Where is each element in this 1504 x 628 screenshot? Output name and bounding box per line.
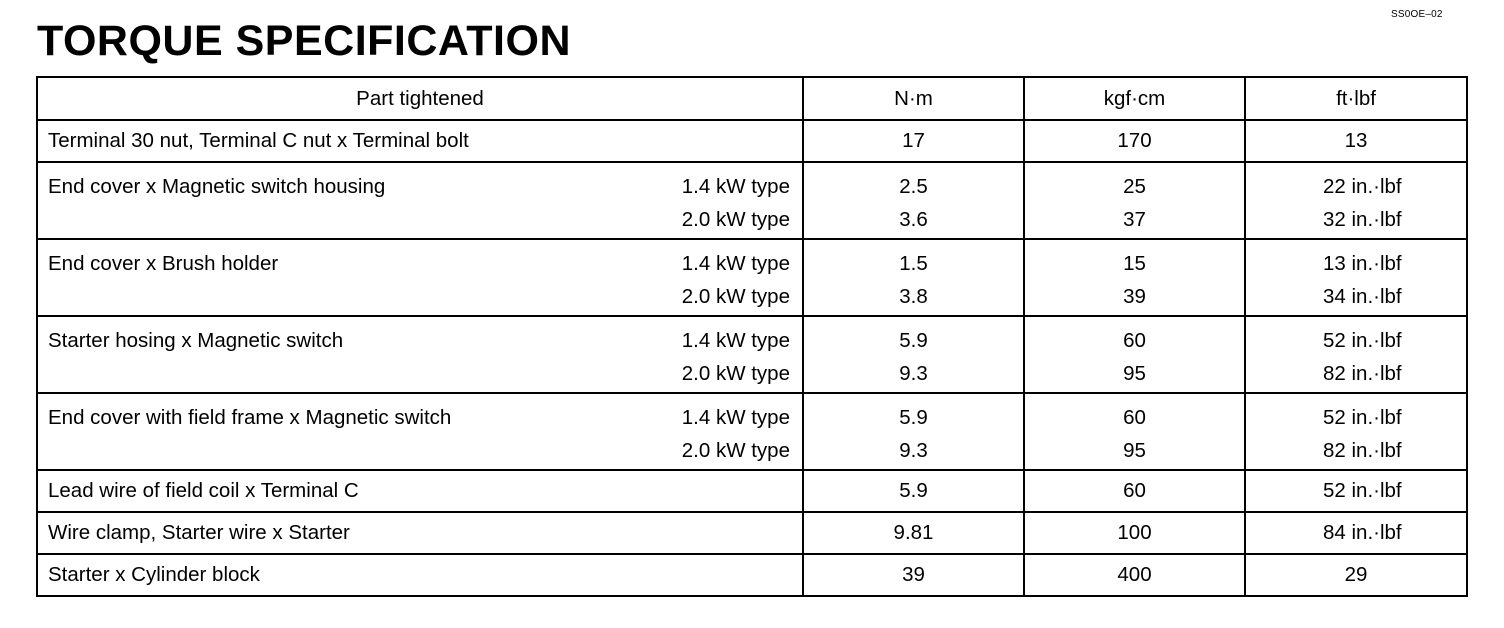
kgf-cell (1024, 316, 1245, 393)
variant-type: 1.4 kW type (681, 175, 790, 198)
kgf-value: 39 (1123, 285, 1146, 308)
ft-value: 29 (1344, 563, 1368, 586)
table-row (37, 393, 1467, 470)
table-row (37, 316, 1467, 393)
part-name: End cover with field frame x Magnetic switch (48, 406, 452, 429)
ft-cell (1245, 554, 1467, 596)
ft-cell (1245, 512, 1467, 554)
kgf-value: 37 (1123, 208, 1146, 231)
table-row (37, 512, 1467, 554)
ft-cell (1245, 393, 1467, 470)
ft-value: 32 in.·lbf (1323, 208, 1402, 231)
variant-type: 1.4 kW type (681, 252, 790, 275)
variant-type: 1.4 kW type (681, 329, 790, 352)
nm-cell: 9.81 (803, 512, 1024, 554)
ft-value: 52 in.·lbf (1323, 479, 1402, 502)
kgf-cell: 60 (1024, 470, 1245, 512)
ft-value: 13 in.·lbf (1323, 252, 1402, 275)
torque-table (36, 76, 1468, 597)
table-header-row (37, 77, 1467, 120)
part-name: Starter hosing x Magnetic switch (48, 329, 344, 352)
part-cell: Starter x Cylinder block (37, 554, 803, 596)
table-row (37, 162, 1467, 239)
ft-value: 82 in.·lbf (1323, 439, 1402, 462)
header-nm: N·m (803, 77, 1024, 120)
part-cell: Wire clamp, Starter wire x Starter (37, 512, 803, 554)
nm-value: 2.5 (899, 175, 928, 198)
ft-cell (1245, 120, 1467, 162)
page-title: TORQUE SPECIFICATION (37, 17, 571, 65)
table-row (37, 470, 1467, 512)
nm-cell (803, 393, 1024, 470)
nm-cell: 39 (803, 554, 1024, 596)
table-row (37, 239, 1467, 316)
nm-value: 5.9 (899, 329, 928, 352)
part-cell (37, 393, 803, 470)
nm-value: 9.3 (899, 439, 928, 462)
variant-type: 1.4 kW type (681, 406, 790, 429)
nm-cell (803, 239, 1024, 316)
kgf-cell (1024, 393, 1245, 470)
ft-value: 84 in.·lbf (1323, 521, 1402, 544)
nm-cell (803, 316, 1024, 393)
part-cell: Lead wire of field coil x Terminal C (37, 470, 803, 512)
table-row (37, 554, 1467, 596)
kgf-value: 95 (1123, 439, 1146, 462)
kgf-value: 60 (1123, 406, 1146, 429)
ft-value: 34 in.·lbf (1323, 285, 1402, 308)
variant-type: 2.0 kW type (681, 362, 790, 385)
nm-value: 3.6 (899, 208, 928, 231)
nm-cell: 17 (803, 120, 1024, 162)
ft-cell (1245, 239, 1467, 316)
document-code: SS0OE–02 (1391, 9, 1443, 20)
part-name: End cover x Magnetic switch housing (48, 175, 386, 198)
ft-value: 52 in.·lbf (1323, 406, 1402, 429)
variant-type: 2.0 kW type (681, 285, 790, 308)
nm-value: 5.9 (899, 406, 928, 429)
nm-value: 9.3 (899, 362, 928, 385)
nm-value: 3.8 (899, 285, 928, 308)
header-part-tightened: Part tightened (37, 77, 803, 120)
kgf-value: 15 (1123, 252, 1146, 275)
kgf-cell: 400 (1024, 554, 1245, 596)
nm-value: 1.5 (899, 252, 928, 275)
part-cell (37, 316, 803, 393)
table-row (37, 120, 1467, 162)
ft-cell (1245, 316, 1467, 393)
part-name: End cover x Brush holder (48, 252, 279, 275)
ft-value: 82 in.·lbf (1323, 362, 1402, 385)
part-cell: Terminal 30 nut, Terminal C nut x Terminal bolt (37, 120, 803, 162)
kgf-value: 60 (1123, 329, 1146, 352)
ft-cell (1245, 470, 1467, 512)
kgf-value: 25 (1123, 175, 1146, 198)
kgf-cell: 100 (1024, 512, 1245, 554)
ft-value: 22 in.·lbf (1323, 175, 1402, 198)
kgf-cell (1024, 239, 1245, 316)
header-ft-lbf: ft·lbf (1245, 77, 1467, 120)
variant-type: 2.0 kW type (681, 439, 790, 462)
ft-value: 13 (1344, 129, 1368, 152)
variant-type: 2.0 kW type (681, 208, 790, 231)
ft-cell (1245, 162, 1467, 239)
ft-value: 52 in.·lbf (1323, 329, 1402, 352)
nm-cell (803, 162, 1024, 239)
part-cell (37, 239, 803, 316)
kgf-value: 95 (1123, 362, 1146, 385)
part-cell (37, 162, 803, 239)
kgf-cell: 170 (1024, 120, 1245, 162)
nm-cell: 5.9 (803, 470, 1024, 512)
kgf-cell (1024, 162, 1245, 239)
header-kgf-cm: kgf·cm (1024, 77, 1245, 120)
